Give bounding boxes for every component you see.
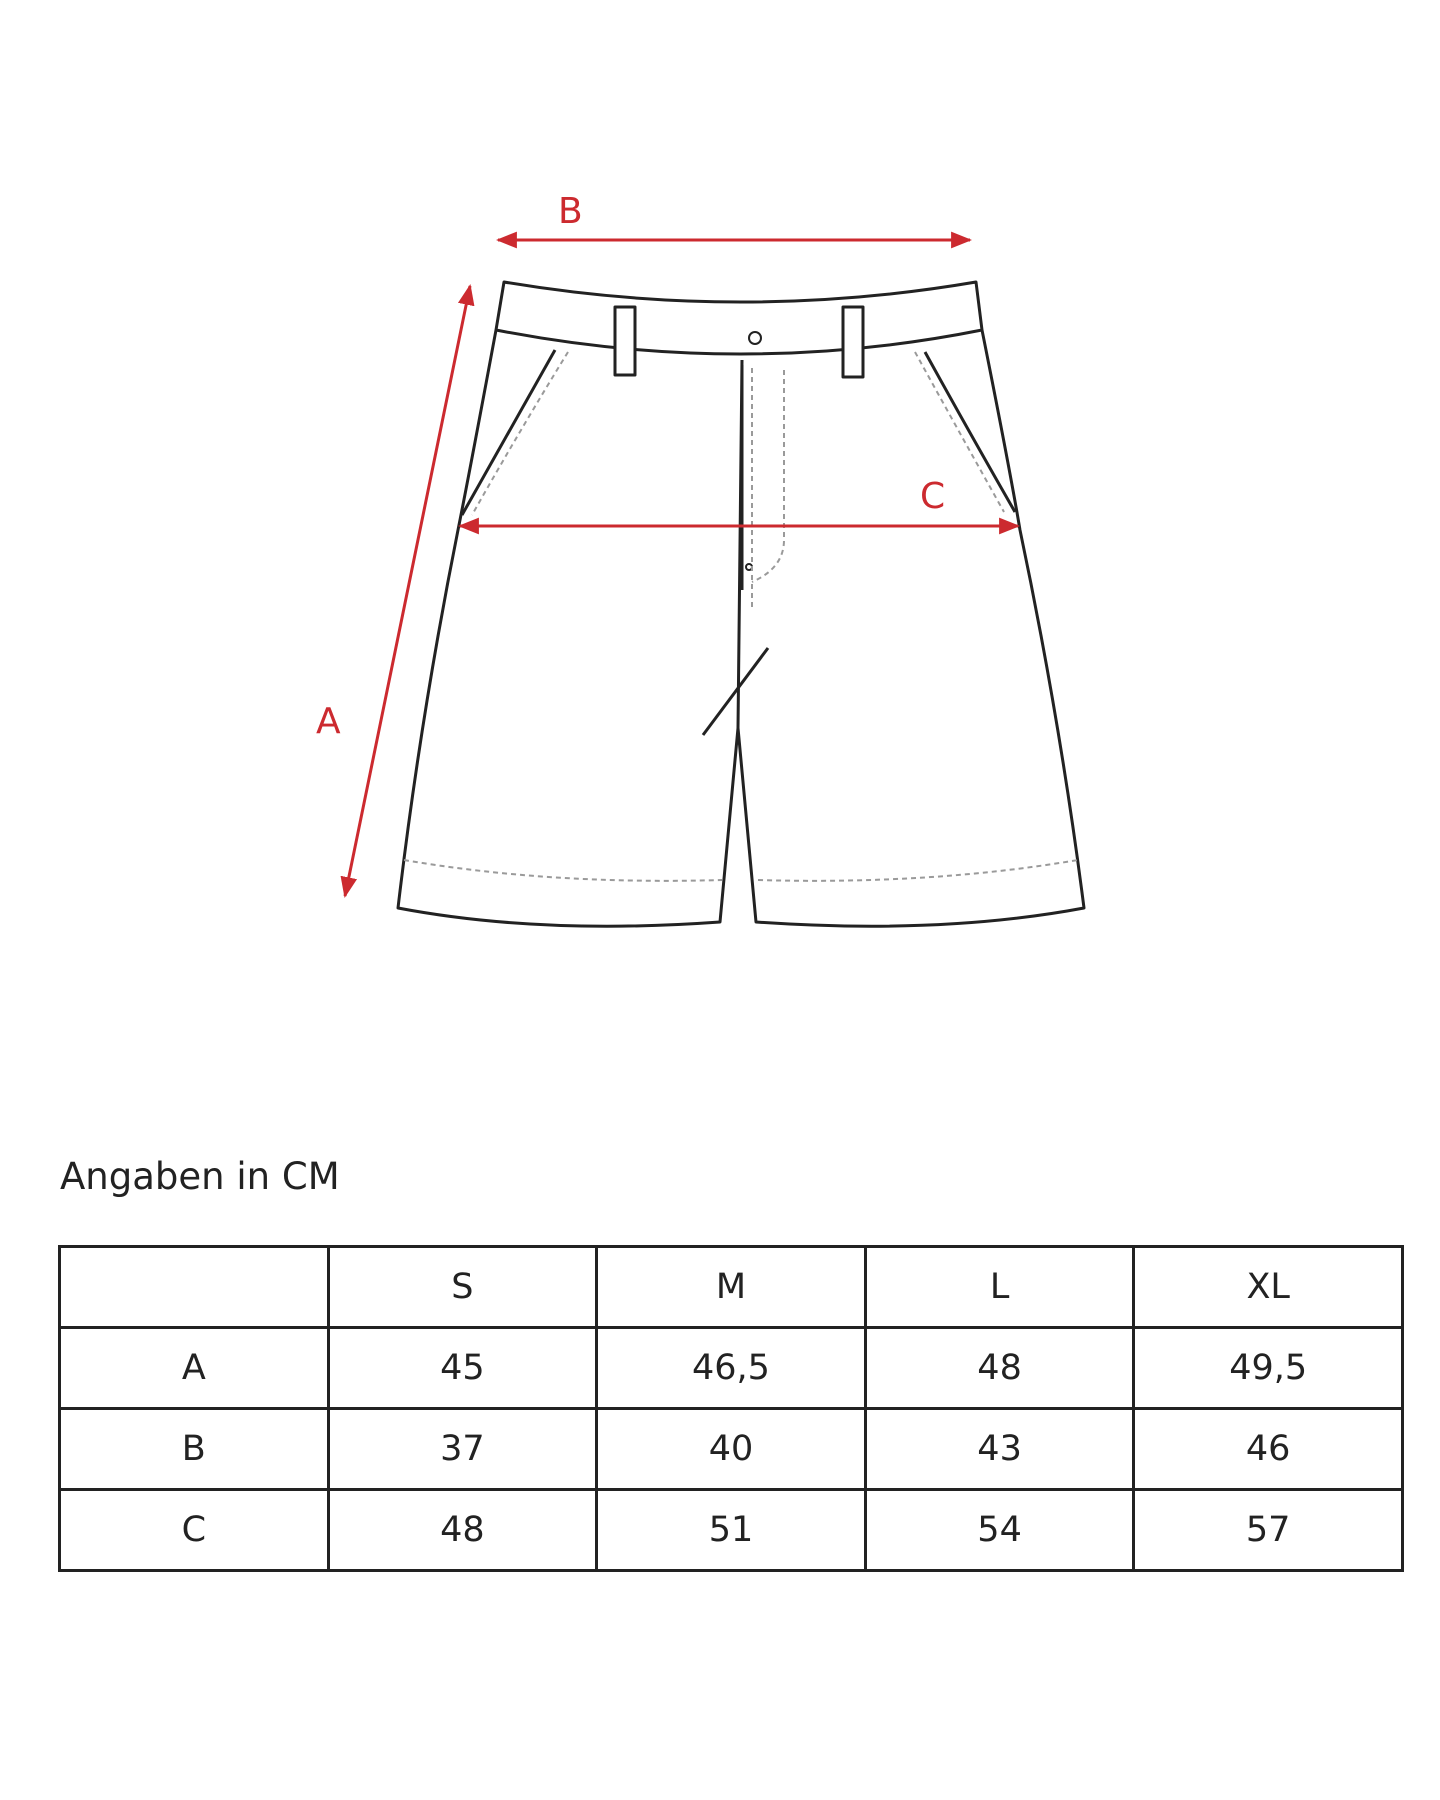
table-cell: 37 bbox=[328, 1409, 597, 1490]
table-header-cell: XL bbox=[1134, 1247, 1403, 1328]
dimension-label-b: B bbox=[558, 191, 583, 232]
table-cell: 57 bbox=[1134, 1490, 1403, 1571]
shorts-illustration bbox=[398, 282, 1084, 926]
table-cell: 49,5 bbox=[1134, 1328, 1403, 1409]
right-leg-outline bbox=[738, 330, 1084, 926]
belt-loop-left bbox=[615, 307, 635, 375]
table-header-cell: M bbox=[597, 1247, 866, 1328]
table-row bbox=[60, 1409, 1403, 1490]
table-row bbox=[60, 1490, 1403, 1571]
row-label: C bbox=[60, 1490, 329, 1571]
table-cell: 40 bbox=[597, 1409, 866, 1490]
table-header-cell bbox=[60, 1247, 329, 1328]
table-cell: 46 bbox=[1134, 1409, 1403, 1490]
table-header-row bbox=[60, 1247, 1403, 1328]
dimension-label-c: C bbox=[920, 476, 946, 517]
size-table bbox=[58, 1245, 1404, 1572]
dimension-label-a: A bbox=[316, 701, 341, 742]
table-header-cell: S bbox=[328, 1247, 597, 1328]
table-cell: 48 bbox=[865, 1328, 1134, 1409]
measure-arrow-a bbox=[345, 286, 470, 896]
table-cell: 46,5 bbox=[597, 1328, 866, 1409]
table-cell: 54 bbox=[865, 1490, 1134, 1571]
left-leg-outline bbox=[398, 330, 742, 926]
table-cell: 43 bbox=[865, 1409, 1134, 1490]
crotch-fold bbox=[703, 648, 768, 735]
waistband bbox=[496, 282, 982, 354]
belt-loop-right bbox=[843, 307, 863, 377]
table-header-cell: L bbox=[865, 1247, 1134, 1328]
row-label: A bbox=[60, 1328, 329, 1409]
table-row bbox=[60, 1328, 1403, 1409]
table-cell: 45 bbox=[328, 1328, 597, 1409]
table-cell: 51 bbox=[597, 1490, 866, 1571]
table-cell: 48 bbox=[328, 1490, 597, 1571]
units-caption: Angaben in CM bbox=[60, 1155, 340, 1198]
row-label: B bbox=[60, 1409, 329, 1490]
